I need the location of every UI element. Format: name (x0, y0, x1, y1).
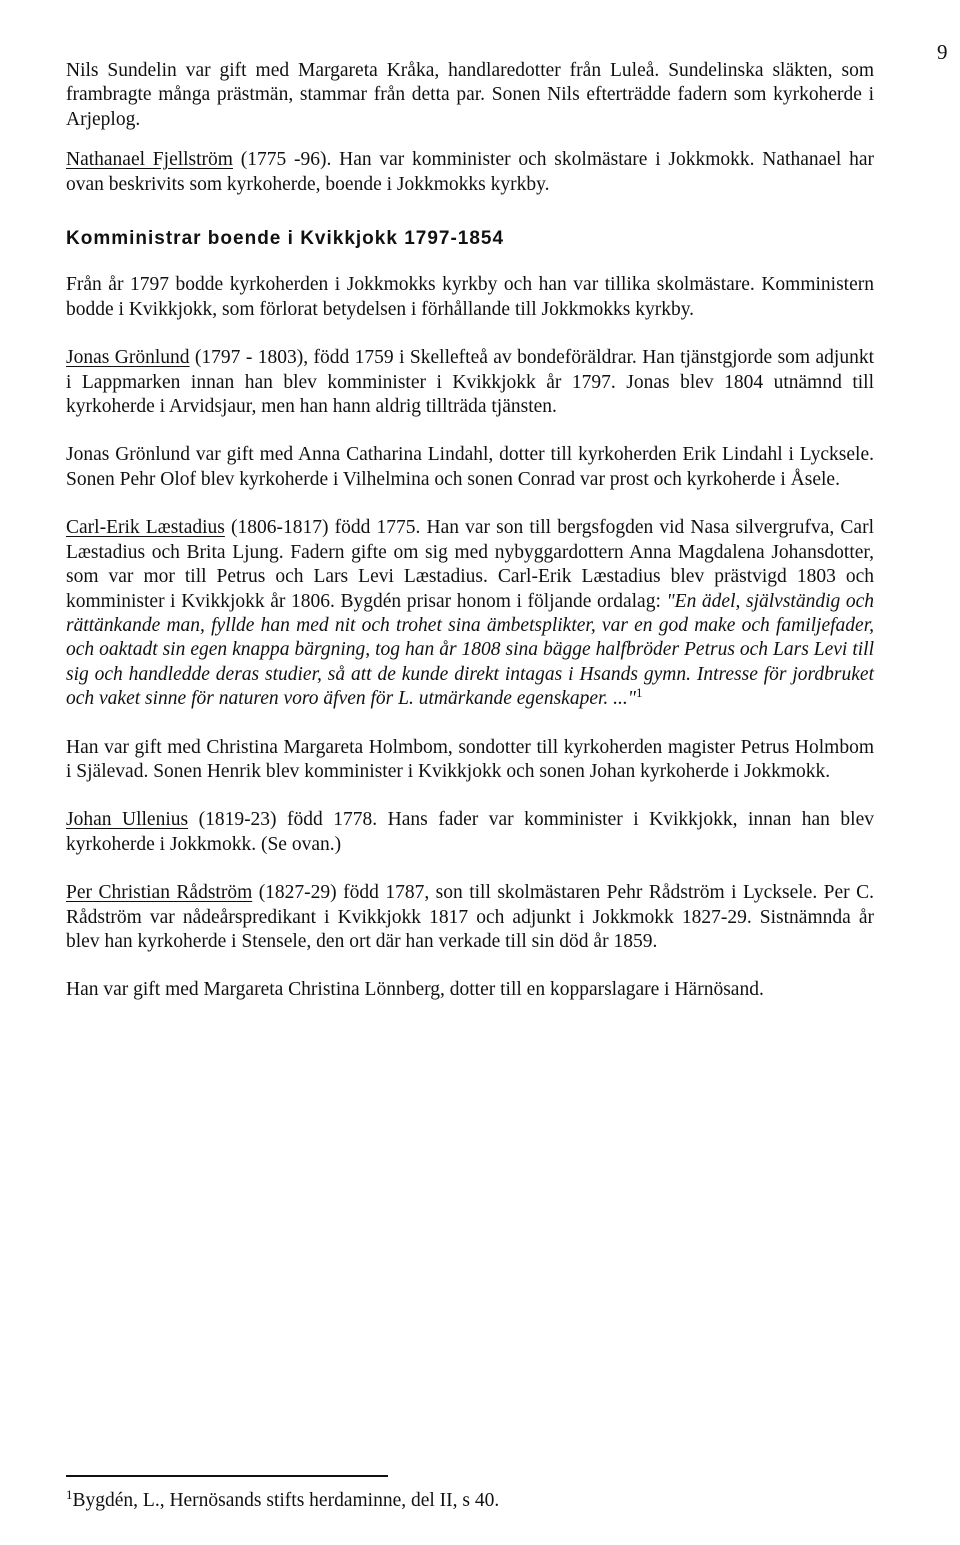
footnote-reference[interactable]: 1 (635, 685, 643, 701)
paragraph-laestadius: Carl-Erik Læstadius (1806-1817) född 1775. Han var son till bergsfogden vid Nasa silvergrufva, Carl Læstadius och Brita Ljung. Fadern gifte om sig med nybyggardottern Anna Magdalena Johansdotter, som var mor till Petrus och Lars Levi Læstadius. Carl-Erik Læstadius blev prästvigd 1803 och komminister i Kvikkjokk år 1806. Bygdén prisar honom i följande ordalag: "En ädel, självständig och rättänkande man, fyllde han med nit och trohet sina ämbetsplikter, var en god make och familjefader, och oaktadt sin egen knappa bärgning, tog han år 1808 sina bägge halfbröder Petrus och Lars Levi till sig och handledde deras studier, så att de kunde direkt intagas i Hsands gymn. Intresse för jordbruket och vaket sinne för naturen voro äfven för L. utmärkande egenskaper. ..."$^1$ (66, 517, 874, 710)
person-name-fjellstrom: Nathanael Fjellström (66, 149, 233, 171)
person-name-ullenius: Johan Ullenius (66, 809, 189, 831)
footnote-marker: 1 (66, 1487, 73, 1502)
paragraph-gronlund-family: Jonas Grönlund var gift med Anna Catharina Lindahl, dotter till kyrkoherden Erik Lindahl i Lycksele. Sonen Pehr Olof blev kyrkoherde i Vilhelmina och sonen Conrad var prost och kyrkoherde i Åsele. (66, 444, 874, 490)
person-name-gronlund: Jonas Grönlund (66, 347, 190, 369)
person-name-radstrom: Per Christian Rådström (66, 882, 253, 904)
paragraph-sundelin: Nils Sundelin var gift med Margareta Kråka, handlaredotter från Luleå. Sundelinska släkten, som frambragte många prästmän, stammar från detta par. Sonen Nils efterträdde fadern som kyrkoherde i Arjeplog. (66, 60, 874, 130)
paragraph-fjellstrom: Nathanael Fjellström (1775 -96). Han var komminister och skolmästare i Jokkmokk. Nathanael har ovan beskrivits som kyrkoherde, boende i Jokkmokks kyrkby. (66, 149, 874, 195)
paragraph-radstrom: Per Christian Rådström (1827-29) född 1787, son till skolmästaren Pehr Rådström i Lycksele. Per C. Rådström var nådeårspredikant i Kvikkjokk 1817 och adjunkt i Jokkmokk 1827-29. Sistnämnda år blev han kyrkoherde i Stensele, den ort där han verkade till sin död år 1859. (66, 882, 874, 952)
footnote-text: Bygdén, L., Hernösands stifts herdaminne, del II, s 40. (72, 1490, 500, 1511)
person-name-laestadius: Carl-Erik Læstadius (66, 517, 225, 539)
paragraph-radstrom-family: Han var gift med Margareta Christina Lönnberg, dotter till en kopparslagare i Härnösand. (66, 979, 764, 1001)
quote-bygden: "En ädel, självständig och rättänkande man, fyllde han med nit och trohet sina ämbetsplikter, var en god make och familjefader, och oaktadt sin egen knappa bärgning, tog han år 1808 sina bägge halfbröder Petrus och Lars Levi till sig och handledde deras studier, så att de kunde direkt intagas i Hsands gymn. Intresse för jordbruket och vaket sinne för naturen voro äfven för L. utmärkande egenskaper. ..." (66, 590, 874, 710)
paragraph-ullenius: Johan Ullenius (1819-23) född 1778. Hans fader var komminister i Kvikkjokk, innan han blev kyrkoherde i Jokkmokk. (Se ovan.) (66, 809, 874, 855)
paragraph-gronlund: Jonas Grönlund (1797 - 1803), född 1759 i Skellefteå av bondeföräldrar. Han tjänstgjorde som adjunkt i Lappmarken innan han blev komminister i Kvikkjokk år 1797. Jonas blev 1804 utnämnd till kyrkoherde i Arvidsjaur, men han hann aldrig tillträda tjänsten. (66, 347, 874, 418)
footnote-divider (66, 1475, 388, 1477)
footnote (66, 1489, 766, 1513)
document-body (66, 59, 874, 1511)
paragraph-laestadius-family: Han var gift med Christina Margareta Holmbom, sondotter till kyrkoherden magister Petrus Holmbom i Själevad. Sonen Henrik blev komminister i Kvikkjokk och sonen Johan kyrkoherde i Jokkmokk. (66, 736, 874, 782)
section-heading: Komministrar boende i Kvikkjokk 1797-1854 (66, 228, 505, 250)
paragraph-intro: Från år 1797 bodde kyrkoherden i Jokkmokks kyrkby och han var tillika skolmästare. Komministern bodde i Kvikkjokk, som förlorat betydelsen i förhållande till Jokkmokks kyrkby. (66, 274, 874, 320)
page-number: 9 (937, 40, 948, 64)
